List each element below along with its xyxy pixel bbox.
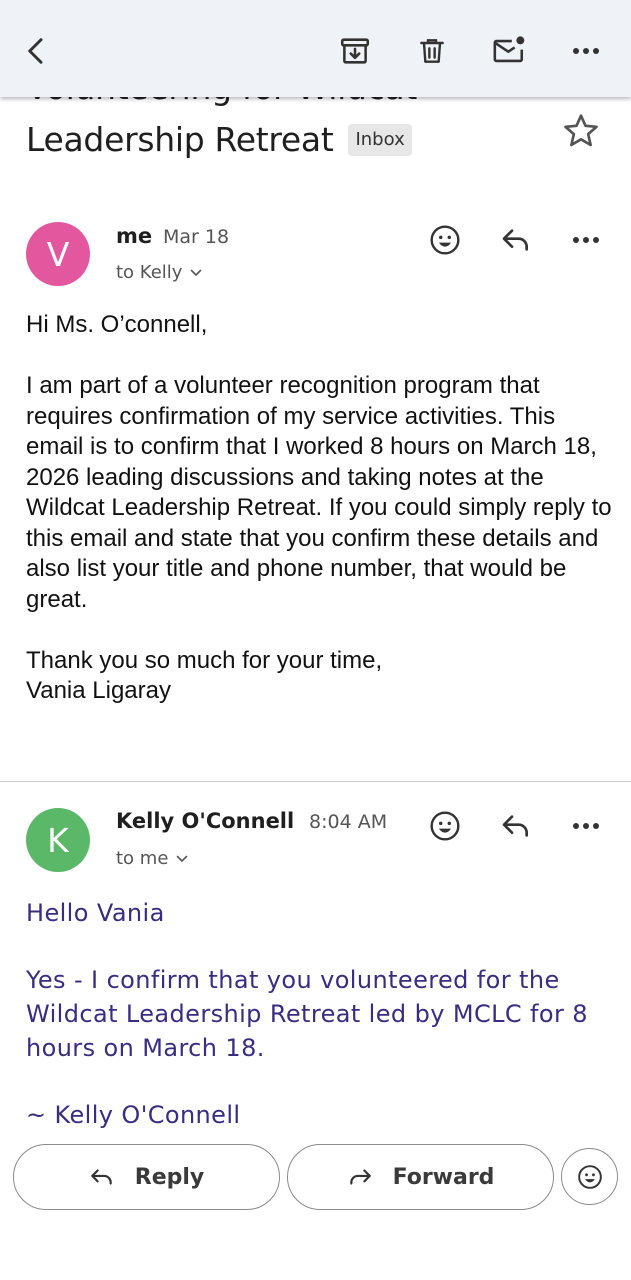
chevron-down-icon [190, 269, 202, 277]
body-paragraph: I am part of a volunteer recognition program that requires confirmation of my service activities. This email is to confirm that I worked 8 hours on March 18, 2026 leading discussions and taking notes at the Wildcat Leadership Retreat. If you could simply reply to this email and state that you confirm these details and also list your title and phone number, that would be great. [26, 372, 612, 613]
recipient-details-toggle[interactable] [116, 848, 188, 869]
bottom-action-bar [0, 1132, 631, 1280]
reply-button[interactable] [13, 1144, 280, 1210]
forward-button[interactable] [287, 1144, 554, 1210]
emoji-reaction-icon[interactable] [423, 804, 467, 848]
more-options-icon[interactable] [562, 27, 610, 75]
forward-label: Forward [392, 1164, 495, 1190]
mark-unread-icon[interactable] [485, 27, 533, 75]
emoji-reaction-icon[interactable] [423, 218, 467, 262]
emoji-icon [577, 1164, 603, 1190]
sender-name: me [116, 224, 153, 248]
reply-icon [89, 1167, 115, 1187]
reply-label: Reply [134, 1164, 205, 1190]
message-body [26, 310, 616, 737]
archive-icon[interactable] [331, 27, 379, 75]
forward-icon [347, 1167, 373, 1187]
back-arrow-icon[interactable] [12, 27, 60, 75]
emoji-reaction-button[interactable] [561, 1148, 618, 1205]
reply-icon[interactable] [494, 804, 538, 848]
subject-line-2: Leadership Retreat [26, 120, 334, 159]
more-options-icon[interactable] [564, 218, 608, 262]
top-app-bar [0, 0, 631, 97]
chevron-down-icon [176, 855, 188, 863]
avatar[interactable]: K [26, 808, 90, 872]
avatar[interactable]: V [26, 222, 90, 286]
more-options-icon[interactable] [564, 804, 608, 848]
body-paragraph: Hello Vania [26, 899, 165, 927]
body-paragraph: Yes - I confirm that you volunteered for the Wildcat Leadership Retreat led by MCLC for 8 hours on March 18. [26, 966, 588, 1062]
message-divider [0, 781, 631, 782]
message-body [26, 896, 616, 1165]
recipient-label: to Kelly [116, 262, 183, 283]
message-time: 8:04 AM [309, 811, 388, 833]
star-icon[interactable] [558, 108, 604, 154]
body-signature: Vania Ligaray [26, 677, 171, 704]
body-signature: ~ Kelly O'Connell [26, 1101, 241, 1129]
inbox-label-badge[interactable]: Inbox [348, 124, 411, 156]
body-paragraph: Thank you so much for your time, [26, 646, 383, 674]
recipient-details-toggle[interactable] [116, 262, 202, 283]
body-paragraph: Hi Ms. O’connell, [26, 311, 208, 338]
message-time: Mar 18 [163, 226, 230, 248]
delete-icon[interactable] [408, 27, 456, 75]
reply-icon[interactable] [494, 218, 538, 262]
sender-name: Kelly O'Connell [116, 809, 295, 833]
recipient-label: to me [116, 848, 169, 869]
